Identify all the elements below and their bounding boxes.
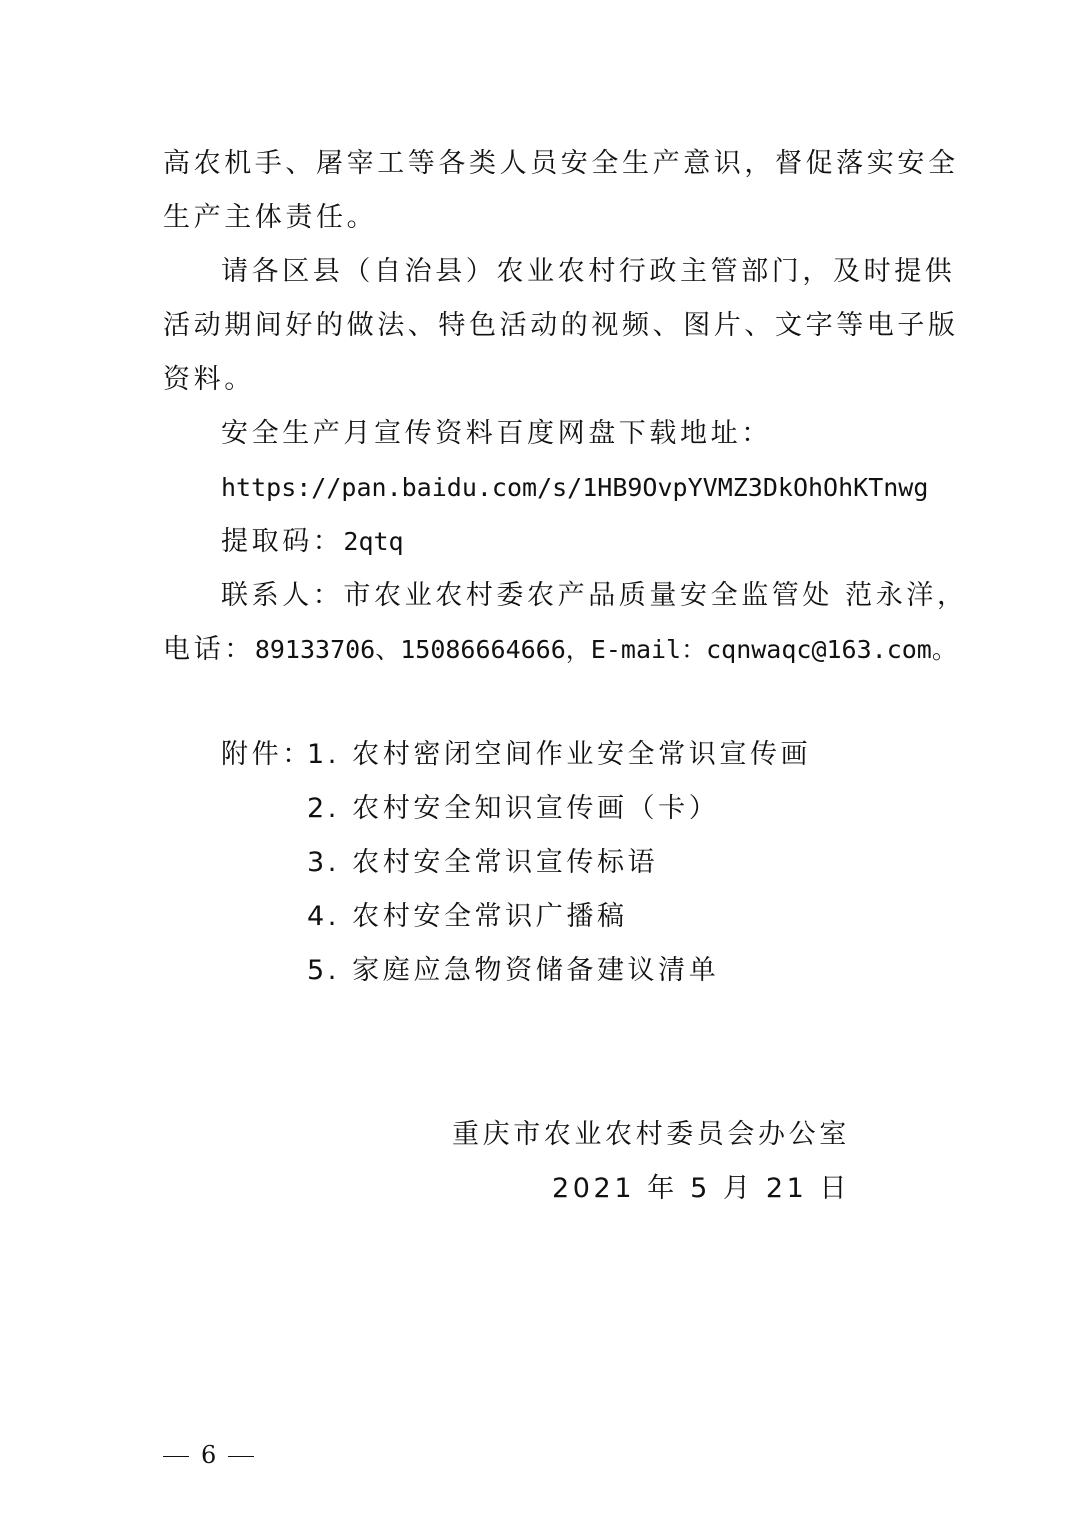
page-footer: [163, 1440, 254, 1470]
page-number: 6: [201, 1441, 217, 1469]
attachments-label: 附件：: [221, 739, 313, 770]
footer-dash-left: [163, 1456, 189, 1457]
attachment-item: 1. 农村密闭空间作业安全常识宣传画: [307, 739, 812, 770]
phone-label: 电话：: [163, 634, 255, 665]
contact-line: 联系人：市农业农村委农产品质量安全监管处 范永洋，: [221, 580, 968, 611]
paragraph-line: 资料。: [163, 364, 255, 395]
paragraph-line: 高农机手、屠宰工等各类人员安全生产意识，督促落实安全: [163, 148, 959, 179]
contact-phone-line: [163, 633, 957, 667]
extract-code: [221, 525, 404, 559]
attachment-item: 5. 家庭应急物资储备建议清单: [307, 955, 720, 986]
extract-code-value: 2qtq: [343, 527, 404, 556]
paragraph-line: 生产主体责任。: [163, 202, 378, 233]
signature-date: 2021 年 5 月 21 日: [552, 1173, 851, 1204]
paragraph-line: 请各区县（自治县）农业农村行政主管部门，及时提供: [221, 256, 956, 287]
download-label: 安全生产月宣传资料百度网盘下载地址：: [221, 418, 772, 449]
download-url-link[interactable]: https://pan.baidu.com/s/1HB9OvpYVMZ3DkOhOhKTnwg: [221, 473, 929, 502]
attachment-item: 2. 农村安全知识宣传画（卡）: [307, 793, 720, 824]
paragraph-line: 活动期间好的做法、特色活动的视频、图片、文字等电子版: [163, 310, 959, 341]
attachment-item: 4. 农村安全常识广播稿: [307, 901, 628, 932]
signature-org: 重庆市农业农村委员会办公室: [452, 1119, 850, 1150]
attachment-item: 3. 农村安全常识宣传标语: [307, 847, 659, 878]
phone-email-value: 89133706、15086664666，E-mail：cqnwaqc@163.com。: [254, 635, 957, 664]
footer-dash-right: [228, 1456, 254, 1457]
extract-code-label: 提取码：: [221, 526, 344, 557]
